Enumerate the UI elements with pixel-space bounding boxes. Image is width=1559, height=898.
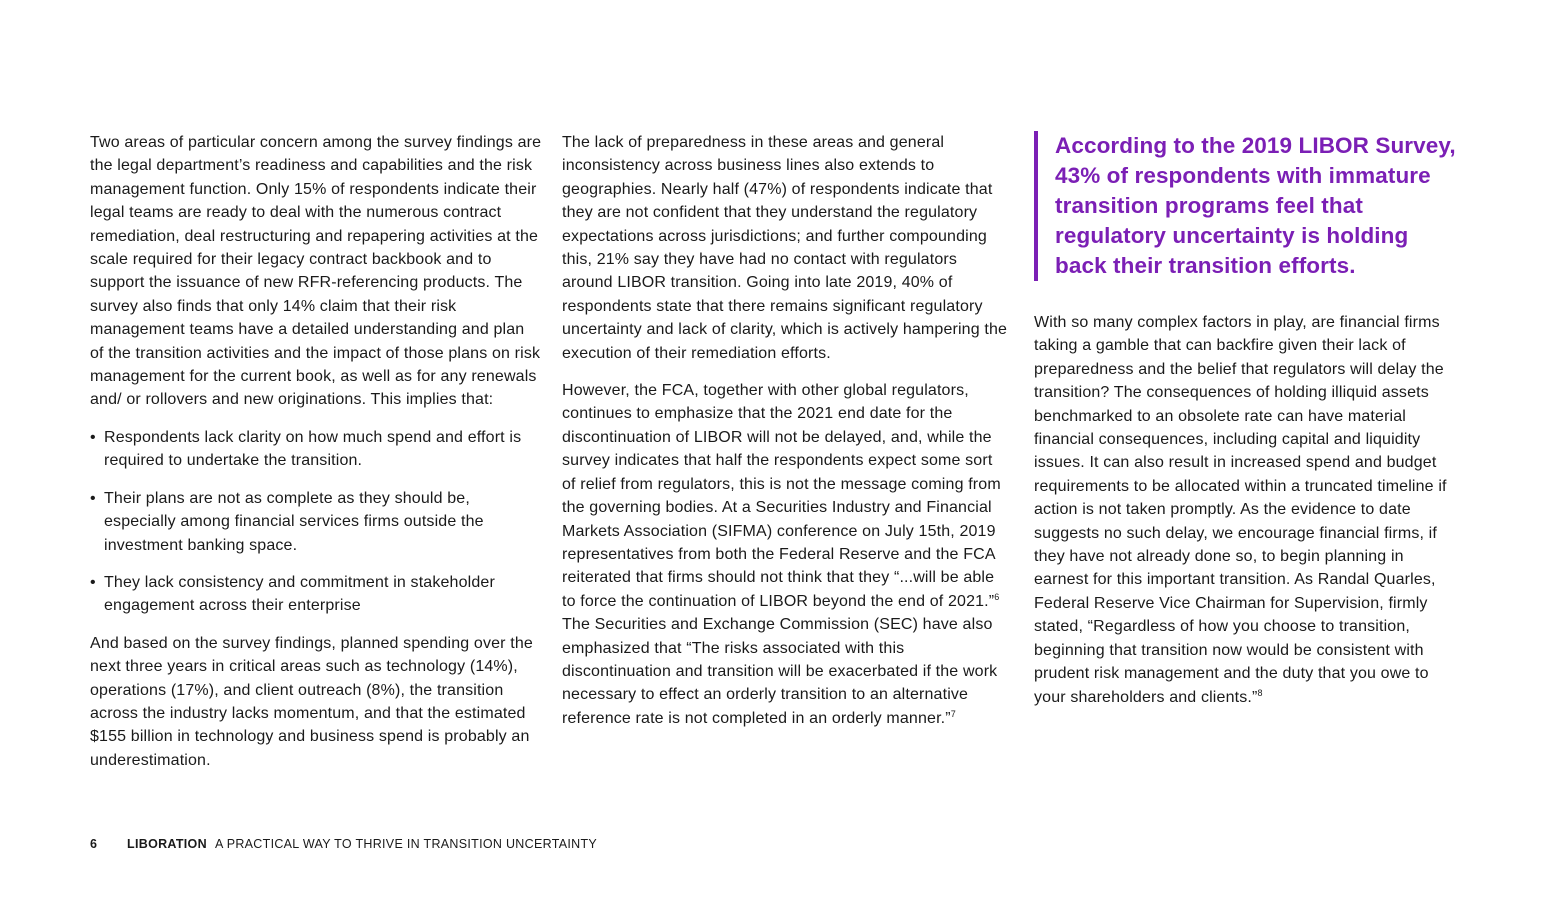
footnote-ref: 7 [950,708,956,719]
body-paragraph: The lack of preparedness in these areas and general inconsistency across business lines also extends to geographies. Nearly half (47%) of respondents indicate that they are not confident that they understand the regulatory expectations across jurisdictions; and further compounding this, 21% say they have had no contact with regulators around LIBOR transition. Going into late 2019, 40% of respondents state that there remains significant regulatory uncertainty and lack of clarity, which is actively hampering the execution of their remediation efforts. [562,134,1008,362]
body-paragraph [1034,311,1462,709]
page-footer [90,837,597,851]
column-middle [562,131,1008,744]
body-text: With so many complex factors in play, are financial firms taking a gamble that can backfire given their lack of preparedness and the belief that regulators will delay the transition? The consequences of holding illiquid assets benchmarked to an obsolete rate can have material financial consequences, including capital and liquidity issues. It can also result in increased spend and budget requirements to be allocated within a truncated timeline if action is not taken promptly. As the evidence to date suggests no such delay, we encourage financial firms, if they have not already done so, to begin planning in earnest for this important transition. As Randal Quarles, Federal Reserve Vice Chairman for Supervision, firmly stated, “Regardless of how you choose to transition, beginning that transition now would be consistent with prudent risk management and the duty that you owe to your shareholders and clients.” [1034,314,1447,706]
body-text: The Securities and Exchange Commission (SEC) have also emphasized that “The risks associated with this discontinuation and transition will be exacerbated if the work necessary to effect an orderly transition to an alternative reference rate is not completed in an orderly manner.” [562,616,998,727]
bullet-item [90,487,542,557]
bullet-text: Respondents lack clarity on how much spend and effort is required to undertake the transition. [104,428,522,470]
bullet-icon: • [90,489,96,507]
footnote-ref: 8 [1257,687,1263,698]
bullet-text: Their plans are not as complete as they should be, especially among financial services firms outside the investment banking space. [104,489,484,554]
bullet-list [90,426,542,618]
footer-subtitle: A PRACTICAL WAY TO THRIVE IN TRANSITION UNCERTAINTY [214,837,598,851]
bullet-item [90,426,542,473]
body-paragraph: Two areas of particular concern among the survey findings are the legal department’s readiness and capabilities and the risk management function. Only 15% of respondents indicate their legal teams are ready to deal with the numerous contract remediation, deal restructuring and repapering activities at the scale required for their legacy contract backbook and to support the issuance of new RFR-referencing products. The survey also finds that only 14% claim that their risk management teams have a detailed understanding and plan of the transition activities and the impact of those plans on risk management for the current book, as well as for any renewals and/ or rollovers and new originations. This implies that: [90,134,542,409]
footnote-ref: 6 [994,591,1000,602]
page-number: 6 [90,837,98,851]
column-right [1034,131,1462,723]
body-text: However, the FCA, together with other global regulators, continues to emphasize that the 2021 end date for the discontinuation of LIBOR will not be delayed, and, while the survey indicates that half the respondents expect some sort of relief from regulators, this is not the message coming from the governing bodies. At a Securities Industry and Financial Markets Association (SIFMA) conference on July 15th, 2019 representatives from both the Federal Reserve and the FCA reiterated that firms should not think that they “...will be able to force the continuation of LIBOR beyond the end of 2021.” [562,382,1001,610]
pull-quote: According to the 2019 LIBOR Survey, 43% of respondents with immature transition programs feel that regulatory uncertainty is holding back their transition efforts. [1034,131,1462,281]
bullet-icon: • [90,428,96,446]
body-paragraph [562,379,1008,730]
column-left [90,131,542,786]
footer-brand: LIBORATION [127,837,207,851]
body-paragraph: And based on the survey findings, planned spending over the next three years in critical areas such as technology (14%), operations (17%), and client outreach (8%), the transition across the industry lacks momentum, and that the estimated $155 billion in technology and business spend is probably an underestimation. [90,634,533,769]
bullet-text: They lack consistency and commitment in stakeholder engagement across their enterprise [104,573,495,615]
bullet-icon: • [90,573,96,591]
bullet-item [90,571,542,618]
